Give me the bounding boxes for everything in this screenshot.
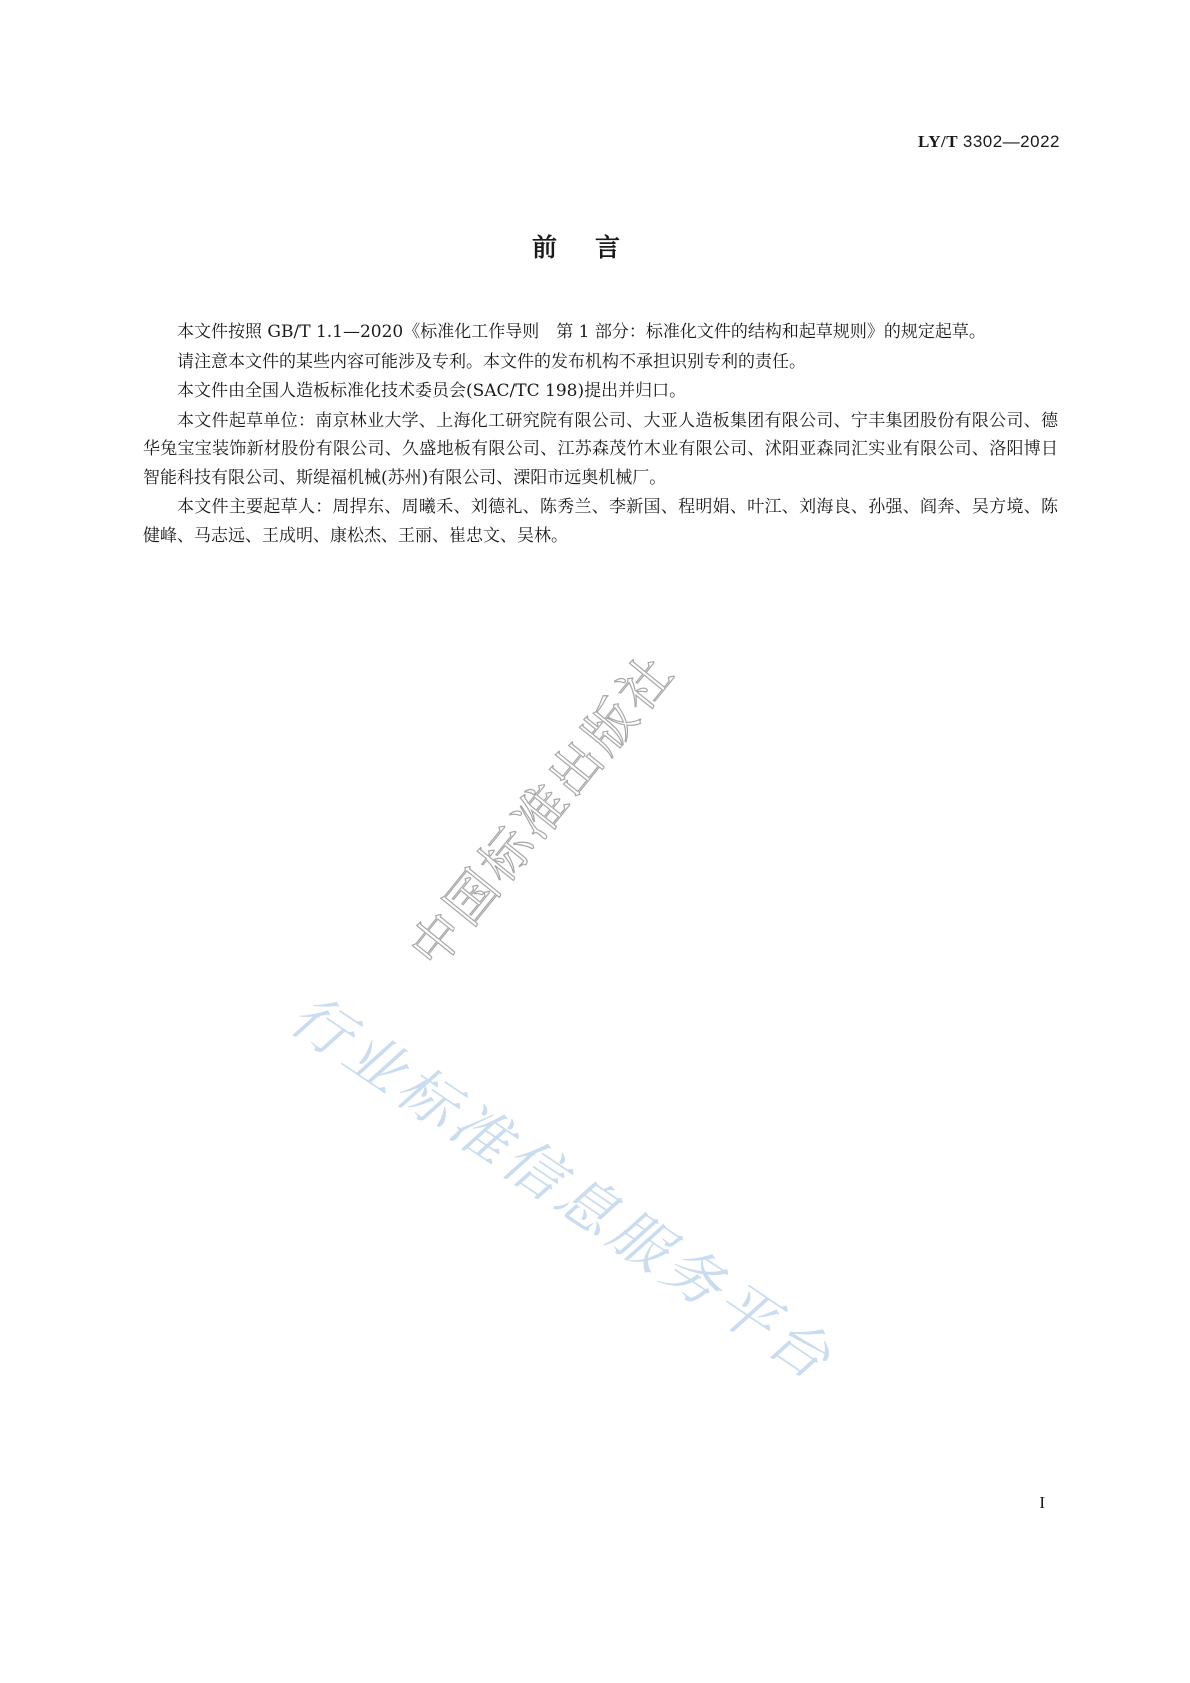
standard-code — [918, 132, 1060, 152]
standard-code-prefix: LY/T — [917, 132, 959, 151]
standard-code-number: 3302—2022 — [962, 132, 1060, 151]
paragraph-drafting-rule: 本文件按照 GB/T 1.1—2020《标准化工作导则 第 1 部分：标准化文件的结构和起草规则》的规定起草。 — [177, 322, 986, 342]
foreword-body — [143, 318, 1058, 551]
paragraph-committee: 本文件由全国人造板标准化技术委员会(SAC/TC 198)提出并归口。 — [177, 381, 687, 401]
paragraph-drafting-units: 本文件起草单位：南京林业大学、上海化工研究院有限公司、大亚人造板集团有限公司、宁丰集团股份有限公司、德华兔宝宝装饰新材股份有限公司、久盛地板有限公司、江苏森茂竹木业有限公司、沭阳亚森同汇实业有限公司、洛阳博日智能科技有限公司、斯缇福机械(苏州)有限公司、溧阳市远奥机械厂。 — [143, 410, 1058, 488]
publisher-watermark: 中国标准出版社 — [399, 642, 688, 980]
page-title: 前言 — [531, 233, 658, 262]
page-number: I — [1039, 1493, 1045, 1512]
paragraph-drafters: 本文件主要起草人：周捍东、周曦禾、刘德礼、陈秀兰、李新国、程明娟、叶江、刘海良、孙强、阎奔、吴方境、陈健峰、马志远、王成明、康松杰、王丽、崔忠文、吴林。 — [143, 497, 1058, 546]
paragraph-patent-notice: 请注意本文件的某些内容可能涉及专利。本文件的发布机构不承担识别专利的责任。 — [177, 351, 806, 372]
platform-watermark: 行业标准信息服务平台 — [278, 980, 847, 1396]
